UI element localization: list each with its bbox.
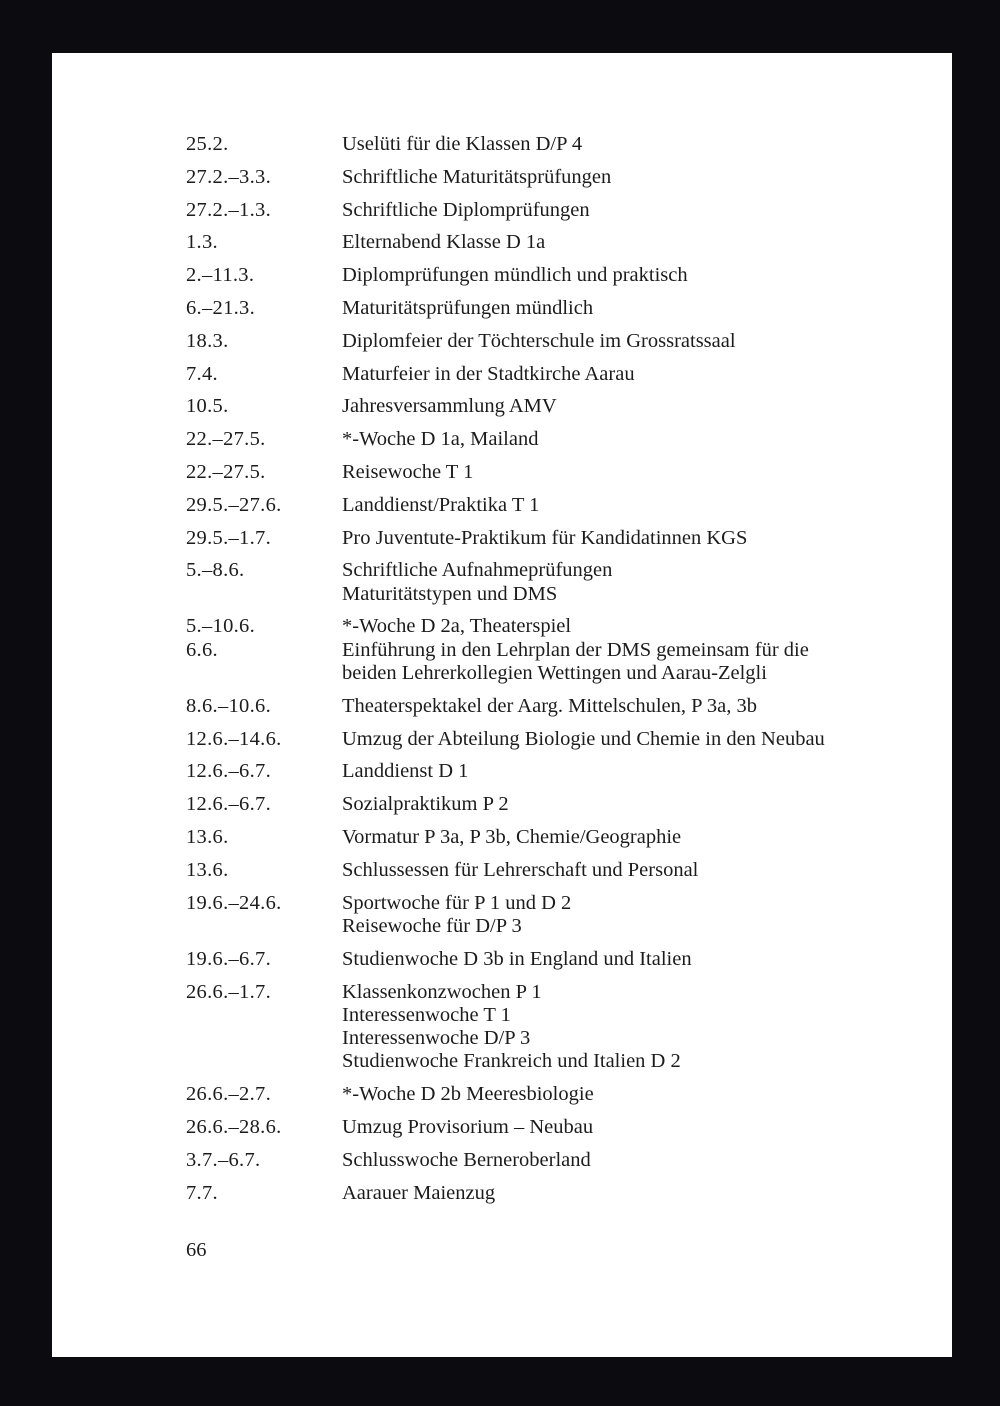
description-line: Reisewoche für D/P 3	[342, 914, 522, 937]
entry-date: 27.2.–1.3.	[186, 198, 271, 221]
entry-date: 3.7.–6.7.	[186, 1148, 261, 1171]
entry-date: 7.4.	[186, 362, 218, 385]
schedule-entry	[186, 395, 926, 418]
description-line: Klassenkonzwochen P 1	[342, 980, 542, 1003]
entry-description	[342, 297, 926, 320]
description-line: Aarauer Maienzug	[342, 1181, 496, 1204]
entry-date: 7.7.	[186, 1181, 218, 1204]
entry-date: 27.2.–3.3.	[186, 165, 271, 188]
description-line: *-Woche D 1a, Mailand	[342, 428, 539, 451]
description-line: Vormatur P 3a, P 3b, Chemie/Geographie	[342, 826, 682, 849]
entry-date: 18.3.	[186, 329, 229, 352]
entry-description	[342, 1149, 926, 1172]
description-line: Theaterspektakel der Aarg. Mittelschulen, P 3a, 3b	[342, 694, 758, 717]
entry-description	[342, 264, 926, 287]
entry-date: 19.6.–24.6.	[186, 891, 282, 914]
description-line: Sportwoche für P 1 und D 2	[342, 891, 572, 914]
entry-date: 29.5.–1.7.	[186, 526, 271, 549]
description-line: Uselüti für die Klassen D/P 4	[342, 133, 583, 155]
schedule-entry	[186, 330, 926, 353]
schedule-entry	[186, 264, 926, 287]
description-line: Interessenwoche D/P 3	[342, 1027, 531, 1050]
entry-description	[342, 728, 926, 751]
entry-description	[342, 859, 926, 882]
schedule-entry	[186, 428, 926, 451]
description-line: Schriftliche Diplomprüfungen	[342, 198, 590, 221]
description-line: *-Woche D 2b Meeresbiologie	[342, 1083, 594, 1106]
entry-description	[342, 395, 926, 418]
entry-date: 26.6.–2.7.	[186, 1083, 271, 1106]
event-schedule	[186, 133, 926, 1214]
entry-date: 26.6.–1.7.	[186, 980, 271, 1003]
entry-description	[342, 330, 926, 353]
description-line: Studienwoche Frankreich und Italien D 2	[342, 1050, 681, 1073]
entry-description	[342, 1083, 926, 1106]
schedule-entry	[186, 981, 926, 1074]
schedule-entry	[186, 297, 926, 320]
schedule-entry	[186, 461, 926, 484]
description-line: Maturfeier in der Stadtkirche Aarau	[342, 362, 635, 385]
description-line: Sozialpraktikum P 2	[342, 793, 509, 816]
schedule-entry	[186, 1116, 926, 1139]
entry-date: 12.6.–6.7.	[186, 793, 271, 816]
schedule-entry	[186, 793, 926, 816]
entry-description	[342, 981, 926, 1074]
entry-date: 29.5.–27.6.	[186, 493, 282, 516]
entry-description	[342, 363, 926, 386]
description-line: Maturitätstypen und DMS	[342, 582, 558, 605]
entry-description	[342, 231, 926, 254]
entry-description	[342, 760, 926, 783]
entry-date: 6.6.	[186, 638, 218, 661]
description-line: Schlussessen für Lehrerschaft und Personal	[342, 858, 699, 881]
description-line: *-Woche D 2a, Theaterspiel	[342, 615, 572, 638]
entry-description	[342, 133, 926, 156]
entry-date: 22.–27.5.	[186, 460, 266, 483]
page-number: 66	[186, 1239, 207, 1261]
description-line: Jahresversammlung AMV	[342, 395, 557, 418]
entry-date: 1.3.	[186, 231, 218, 254]
entry-date: 25.2.	[186, 133, 229, 155]
entry-description	[342, 826, 926, 849]
description-line: Schriftliche Aufnahmeprüfungen	[342, 559, 613, 582]
entry-description	[342, 559, 926, 606]
description-line: Elternabend Klasse D 1a	[342, 231, 546, 254]
entry-date: 19.6.–6.7.	[186, 947, 271, 970]
entry-date: 6.–21.3.	[186, 296, 256, 319]
schedule-entry	[186, 494, 926, 517]
description-line: Studienwoche D 3b in England und Italien	[342, 947, 692, 970]
schedule-entry	[186, 1083, 926, 1106]
schedule-entry	[186, 615, 926, 638]
schedule-entry	[186, 527, 926, 550]
schedule-entry	[186, 826, 926, 849]
entry-description	[342, 615, 926, 638]
schedule-entry	[186, 948, 926, 971]
schedule-entry	[186, 363, 926, 386]
entry-date: 13.6.	[186, 826, 229, 849]
description-line: Umzug der Abteilung Biologie und Chemie in den Neubau	[342, 727, 825, 750]
document-page	[52, 53, 952, 1357]
entry-date: 8.6.–10.6.	[186, 694, 271, 717]
schedule-entry	[186, 166, 926, 189]
entry-date: 26.6.–28.6.	[186, 1116, 282, 1138]
entry-date: 5.–8.6.	[186, 559, 245, 582]
entry-description	[342, 639, 926, 686]
entry-description	[342, 428, 926, 451]
entry-description	[342, 494, 926, 517]
schedule-entry	[186, 728, 926, 751]
schedule-entry	[186, 639, 926, 686]
schedule-entry	[186, 199, 926, 222]
entry-date: 22.–27.5.	[186, 428, 266, 451]
schedule-entry	[186, 133, 926, 156]
description-line: Landdienst/Praktika T 1	[342, 493, 540, 516]
description-line: Diplomfeier der Töchterschule im Grossratssaal	[342, 329, 736, 352]
entry-description	[342, 461, 926, 484]
schedule-entry	[186, 1182, 926, 1205]
entry-description	[342, 199, 926, 222]
description-line: Umzug Provisorium – Neubau	[342, 1116, 594, 1138]
description-line: beiden Lehrerkollegien Wettingen und Aarau-Zelgli	[342, 662, 767, 685]
description-line: Schriftliche Maturitätsprüfungen	[342, 165, 612, 188]
entry-description	[342, 793, 926, 816]
entry-date: 2.–11.3.	[186, 264, 255, 287]
schedule-entry	[186, 1149, 926, 1172]
entry-description	[342, 948, 926, 971]
schedule-entry	[186, 892, 926, 939]
schedule-entry	[186, 760, 926, 783]
description-line: Einführung in den Lehrplan der DMS gemeinsam für die	[342, 638, 809, 661]
schedule-entry	[186, 695, 926, 718]
entry-description	[342, 166, 926, 189]
schedule-entry	[186, 559, 926, 606]
entry-date: 10.5.	[186, 395, 229, 418]
description-line: Interessenwoche T 1	[342, 1003, 511, 1026]
description-line: Diplomprüfungen mündlich und praktisch	[342, 264, 688, 287]
description-line: Reisewoche T 1	[342, 460, 474, 483]
description-line: Maturitätsprüfungen mündlich	[342, 296, 594, 319]
description-line: Landdienst D 1	[342, 760, 469, 783]
entry-description	[342, 695, 926, 718]
entry-date: 13.6.	[186, 858, 229, 881]
entry-date: 12.6.–14.6.	[186, 727, 282, 750]
entry-date: 12.6.–6.7.	[186, 760, 271, 783]
entry-description	[342, 1116, 926, 1139]
entry-description	[342, 892, 926, 939]
description-line: Schlusswoche Berneroberland	[342, 1148, 591, 1171]
entry-description	[342, 1182, 926, 1205]
description-line: Pro Juventute-Praktikum für Kandidatinnen KGS	[342, 526, 748, 549]
schedule-entry	[186, 231, 926, 254]
entry-date: 5.–10.6.	[186, 615, 256, 638]
schedule-entry	[186, 859, 926, 882]
entry-description	[342, 527, 926, 550]
